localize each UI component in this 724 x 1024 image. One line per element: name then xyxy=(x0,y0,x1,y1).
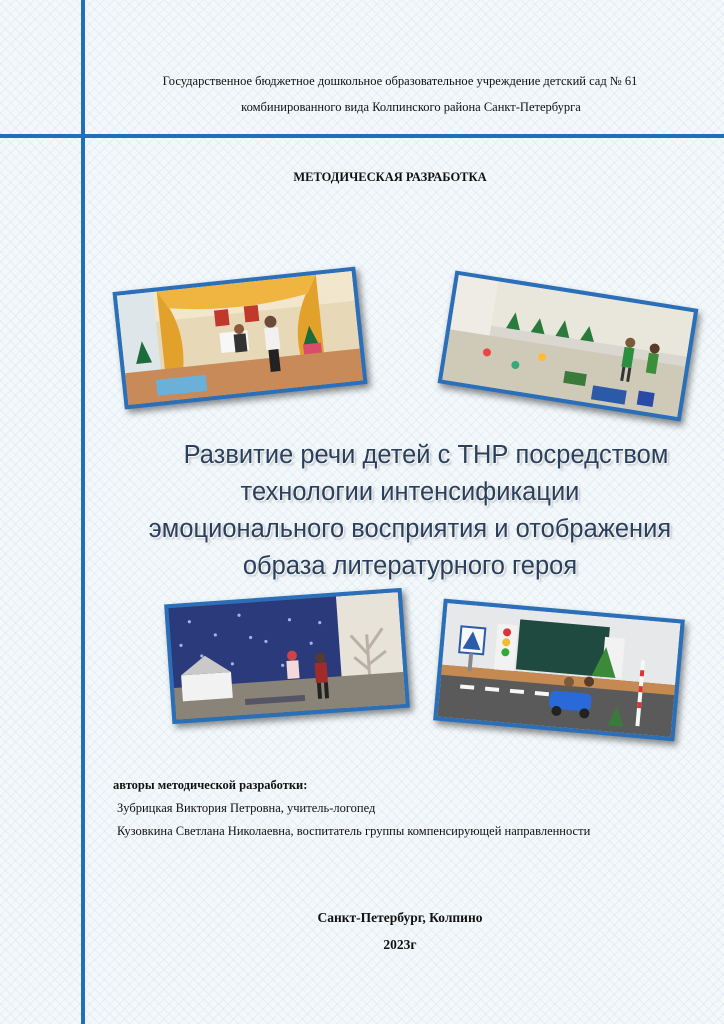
document-title xyxy=(100,437,720,585)
author-2: Кузовкина Светлана Николаевна, воспитатель группы компенсирующей направленности xyxy=(117,824,591,838)
footer-city: Санкт-Петербург, Колпино xyxy=(317,910,483,925)
footer-block xyxy=(170,904,630,958)
title-line-2: технологии интенсификации xyxy=(240,478,580,506)
header-line-1: Государственное бюджетное дошкольное образовательное учреждение детский сад № 61 xyxy=(162,74,638,88)
horizontal-rule xyxy=(0,134,724,138)
photo-classroom-activity xyxy=(438,270,699,421)
title-line-1: Развитие речи детей с ТНР посредством xyxy=(183,441,669,469)
photo-traffic-playroom xyxy=(433,599,685,742)
photo-stage-performance xyxy=(113,267,368,410)
photo-winter-scene xyxy=(164,588,410,724)
title-line-3: эмоционального восприятия и отображения xyxy=(148,515,672,543)
authors-block xyxy=(113,774,713,843)
footer-year: 2023г xyxy=(383,937,417,952)
header-line-2: комбинированного вида Колпинского района Санкт-Петербурга xyxy=(241,100,581,114)
author-1: Зубрицкая Виктория Петровна, учитель-логопед xyxy=(117,801,376,815)
title-line-4: образа литературного героя xyxy=(242,552,578,580)
authors-label: авторы методической разработки: xyxy=(113,778,308,792)
vertical-rule xyxy=(81,0,85,1024)
document-type: МЕТОДИЧЕСКАЯ РАЗРАБОТКА xyxy=(293,170,487,184)
institution-header xyxy=(100,68,700,120)
